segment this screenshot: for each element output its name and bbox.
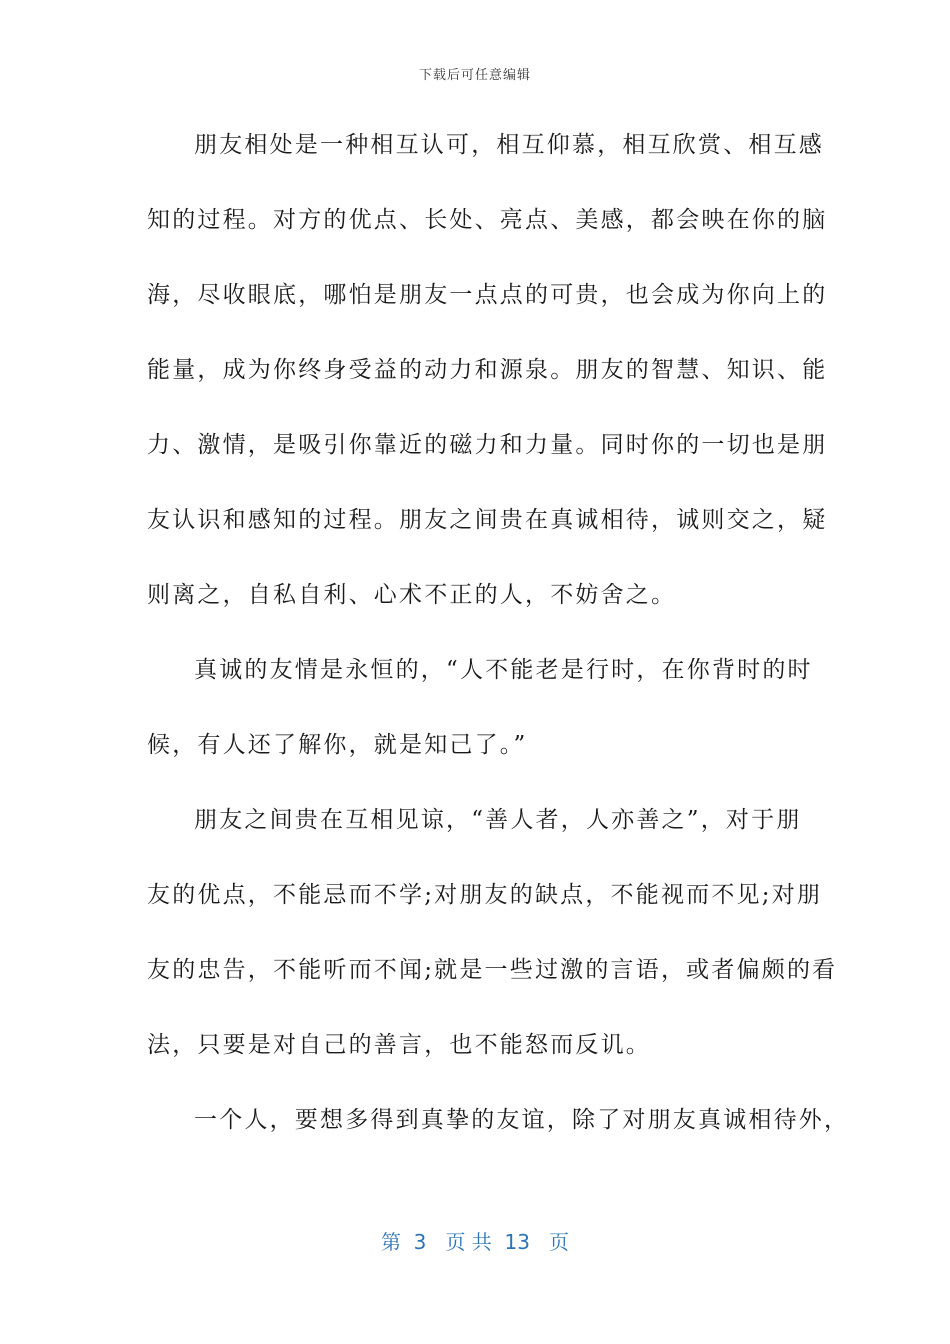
paragraph-2-line-1: 真诚的友情是永恒的，“人不能老是行时，在你背时的时 — [194, 657, 813, 683]
paragraph-3-line-3: 友的忠告，不能听而不闻;就是一些过激的言语，或者偏颇的看 — [147, 957, 838, 983]
page-footer-pagination: 第 3 页 共 13 页 — [380, 1230, 570, 1254]
paragraph-3-line-2: 友的优点，不能忌而不学;对朋友的缺点，不能视而不见;对朋 — [147, 882, 823, 908]
paragraph-1-line-5: 力、激情，是吸引你靠近的磁力和力量。同时你的一切也是朋 — [147, 432, 828, 458]
paragraph-1-line-2: 知的过程。对方的优点、长处、亮点、美感，都会映在你的脑 — [147, 207, 828, 233]
paragraph-2-line-2: 候，有人还了解你，就是知己了。” — [147, 732, 528, 758]
paragraph-1-line-1: 朋友相处是一种相互认可，相互仰慕，相互欣赏、相互感 — [194, 132, 824, 158]
paragraph-1-line-3: 海，尽收眼底，哪怕是朋友一点点的可贵，也会成为你向上的 — [147, 282, 828, 308]
paragraph-3-line-4: 法，只要是对自己的善言，也不能怒而反讥。 — [147, 1032, 651, 1058]
paragraph-1-line-7: 则离之，自私自利、心术不正的人，不妨舍之。 — [147, 582, 677, 608]
page-header: 下载后可任意编辑 — [418, 68, 531, 83]
paragraph-1-line-6: 友认识和感知的过程。朋友之间贵在真诚相待，诚则交之，疑 — [147, 507, 828, 533]
paragraph-3-line-1: 朋友之间贵在互相见谅，“善人者，人亦善之”，对于朋 — [194, 807, 802, 833]
paragraph-1-line-4: 能量，成为你终身受益的动力和源泉。朋友的智慧、知识、能 — [147, 357, 828, 383]
paragraph-4-line-1: 一个人，要想多得到真挚的友谊，除了对朋友真诚相待外， — [194, 1107, 850, 1133]
